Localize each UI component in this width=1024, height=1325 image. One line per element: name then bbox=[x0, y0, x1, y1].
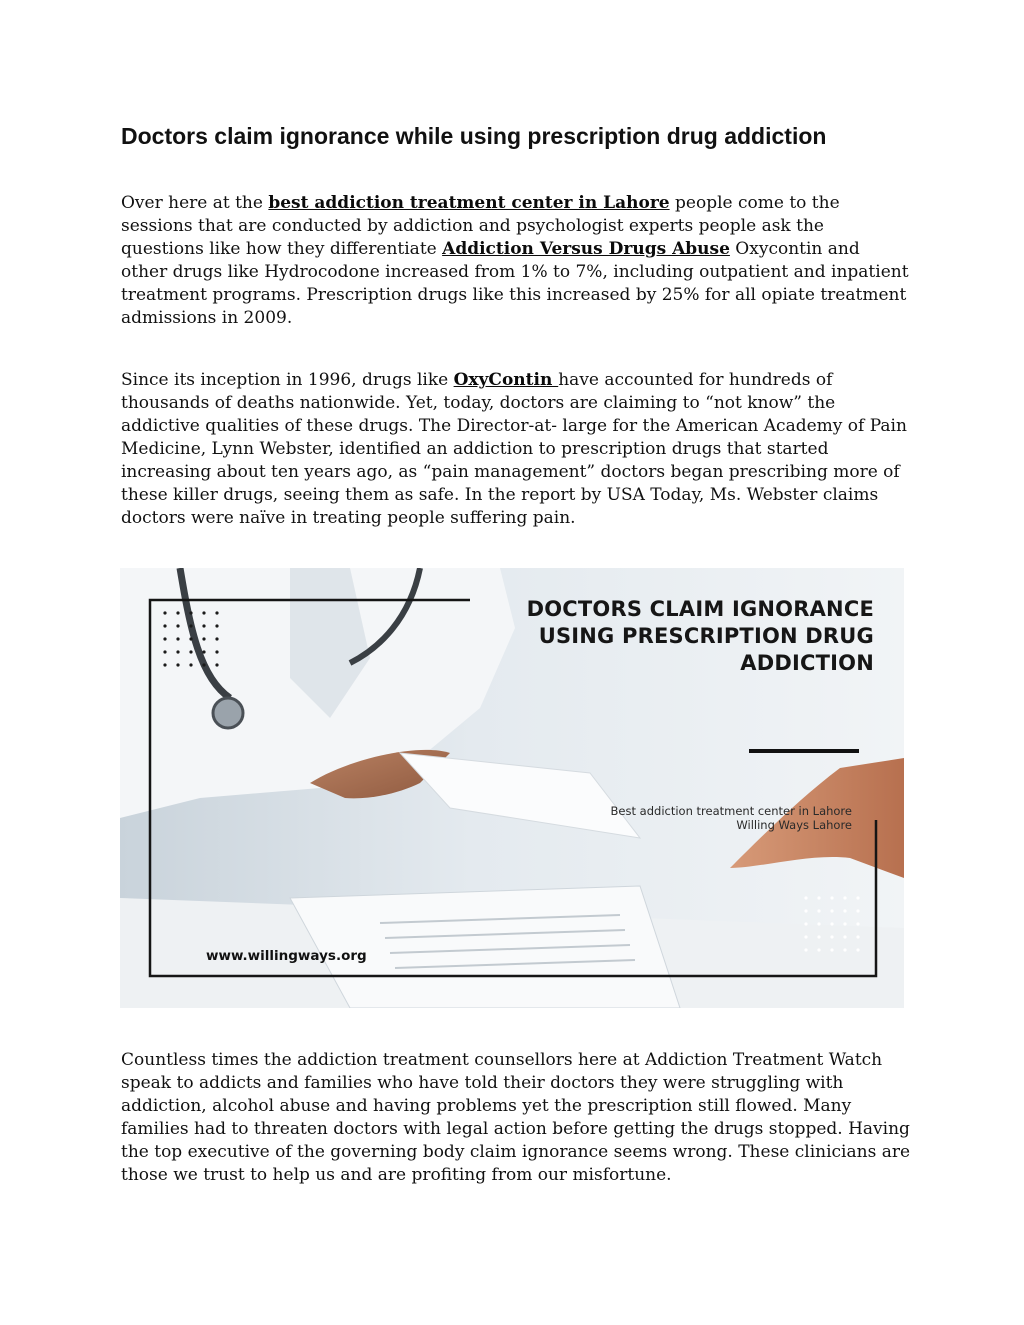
paragraph-1-text-b: people come to the sessions that are conducted by addiction and psychologist experts people ask the questions like how they differentiate bbox=[121, 193, 840, 259]
paragraph-1-text-a: Over here at the bbox=[121, 193, 269, 213]
paragraph-3: Countless times the addiction treatment counsellors here at Addiction Treatment Watch speak to addicts and families who have told their doctors they were struggling with addiction, alcohol abuse and having problems yet the prescription still flowed. Many families had to threaten doctors with legal action before getting the drugs stopped. Having the top executive of the governing body claim ignorance seems wrong. These clinicians are those we trust to help us and are profiting from our misfortune. bbox=[121, 1050, 911, 1185]
image-headline bbox=[527, 596, 874, 677]
image-headline-line-2: USING PRESCRIPTION DRUG bbox=[538, 624, 874, 648]
link-best-addiction-treatment-center[interactable]: best addiction treatment center in Lahore bbox=[268, 193, 670, 213]
image-subtitle-line-1: Best addiction treatment center in Lahore bbox=[610, 804, 852, 818]
image-headline-line-3: ADDICTION bbox=[740, 651, 874, 675]
link-oxycontin[interactable]: OxyContin bbox=[453, 370, 559, 390]
article-title: Doctors claim ignorance while using prescription drug addiction bbox=[121, 123, 827, 149]
paragraph-2-text-b: have accounted for hundreds of thousands of deaths nationwide. Yet, today, doctors are claiming to “not know” the addictive qualities of these drugs. The Director-at- large for the American Academy of Pain Medicine, Lynn Webster, identified an addiction to prescription drugs that started increasing about ten years ago, as “pain management” doctors began prescribing more of these killer drugs, seeing them as safe. In the report by USA Today, Ms. Webster claims doctors were naïve in treating people suffering pain. bbox=[121, 370, 907, 528]
paragraph-1 bbox=[121, 192, 911, 330]
image-website-url: www.willingways.org bbox=[206, 948, 367, 964]
image-subtitle-line-2: Willing Ways Lahore bbox=[736, 818, 852, 832]
paragraph-2 bbox=[121, 369, 911, 530]
paragraph-2-text-a: Since its inception in 1996, drugs like bbox=[121, 370, 454, 390]
paragraph-1-text-c: Oxycontin and other drugs like Hydrocodone increased from 1% to 7%, including outpatient and inpatient treatment programs. Prescription drugs like this increased by 25% for all opiate treatment admissions in 2009. bbox=[121, 239, 909, 328]
image-subtitle bbox=[611, 804, 852, 832]
article-image bbox=[120, 568, 904, 1008]
image-divider-bar bbox=[749, 749, 859, 753]
stethoscope-chestpiece-shape bbox=[213, 698, 243, 728]
image-headline-line-1: DOCTORS CLAIM IGNORANCE bbox=[526, 597, 874, 621]
link-addiction-versus-drugs-abuse[interactable]: Addiction Versus Drugs Abuse bbox=[442, 239, 730, 259]
document-shape bbox=[290, 886, 680, 1008]
